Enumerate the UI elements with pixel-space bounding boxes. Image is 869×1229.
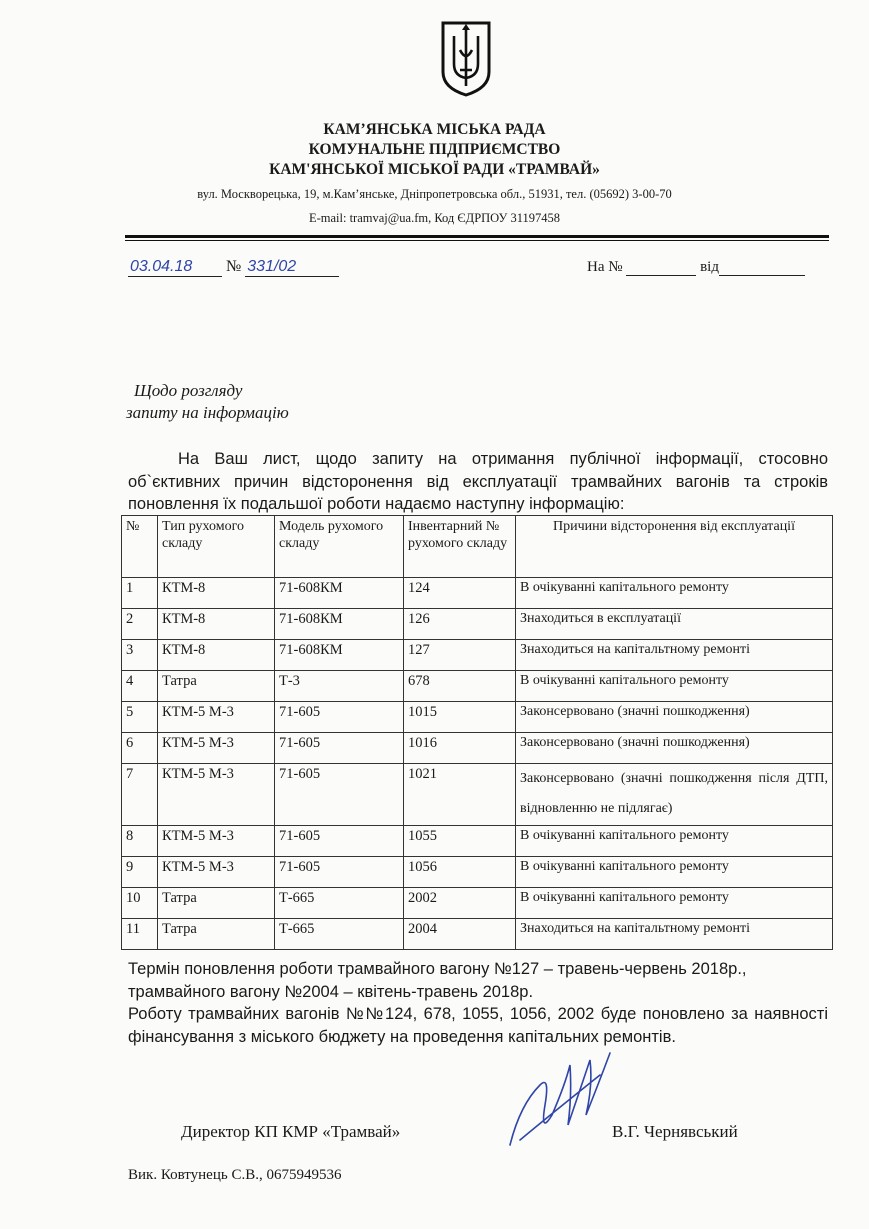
signatory-title: Директор КП КМР «Трамвай» — [181, 1122, 401, 1141]
cell-reason: В очікуванні капітального ремонту — [516, 826, 833, 857]
cell-inventory: 126 — [404, 609, 516, 640]
incoming-number-blank — [626, 261, 696, 276]
cell-model: Т-665 — [275, 919, 404, 950]
cell-inventory: 1056 — [404, 857, 516, 888]
table-row — [122, 640, 833, 671]
incoming-number-label: На № — [587, 259, 623, 275]
cell-reason: Законсервовано (значні пошкодження) — [516, 702, 833, 733]
table-row — [122, 826, 833, 857]
org-address: вул. Москворецька, 19, м.Кам’янське, Дніпропетровська обл., 51931, тел. (05692) 3-00-70 — [197, 187, 672, 201]
cell-type: КТМ-8 — [158, 609, 275, 640]
closing-line1: Термін поновлення роботи трамвайного вагону №127 – травень-червень 2018р., — [128, 960, 747, 978]
table-row — [122, 764, 833, 826]
cell-type: КТМ-5 М-3 — [158, 733, 275, 764]
table-header-row — [122, 516, 833, 578]
cell-number: 1 — [122, 578, 158, 609]
cell-number: 11 — [122, 919, 158, 950]
intro-paragraph: На Ваш лист, щодо запиту на отримання публічної інформації, стосовно об`єктивних причин відсторонення від експлуатації трамвайних вагонів та строків поновлення їх подальшої роботи надаємо наступну інформацію: — [128, 450, 828, 513]
outgoing-number: 331/02 — [245, 258, 339, 277]
cell-number: 4 — [122, 671, 158, 702]
closing-text — [128, 958, 828, 1048]
cell-type: КТМ-5 М-3 — [158, 826, 275, 857]
header-number: № — [122, 516, 158, 578]
cell-model: 71-608КМ — [275, 609, 404, 640]
letterhead-rule-thick — [125, 235, 829, 238]
cell-reason: Знаходиться на капітальтному ремонті — [516, 919, 833, 950]
cell-model: 71-605 — [275, 826, 404, 857]
header-type: Тип рухомого складу — [158, 516, 275, 578]
cell-model: 71-605 — [275, 857, 404, 888]
table-row — [122, 888, 833, 919]
cell-reason: Знаходиться в експлуатації — [516, 609, 833, 640]
cell-model: 71-605 — [275, 764, 404, 826]
cell-number: 3 — [122, 640, 158, 671]
org-name-line1: КАМ’ЯНСЬКА МІСЬКА РАДА — [323, 121, 546, 138]
cell-type: КТМ-8 — [158, 578, 275, 609]
cell-model: 71-608КМ — [275, 640, 404, 671]
table-row — [122, 578, 833, 609]
cell-model: 71-608КМ — [275, 578, 404, 609]
org-name-line3: КАМ'ЯНСЬКОЇ МІСЬКОЇ РАДИ «ТРАМВАЙ» — [269, 161, 600, 178]
header-model: Модель рухомого складу — [275, 516, 404, 578]
cell-model: Т-665 — [275, 888, 404, 919]
table-row — [122, 609, 833, 640]
cell-model: 71-605 — [275, 733, 404, 764]
cell-inventory: 124 — [404, 578, 516, 609]
subject-line2: запиту на інформацію — [126, 403, 289, 422]
table-row — [122, 857, 833, 888]
table-row — [122, 919, 833, 950]
cell-model: 71-605 — [275, 702, 404, 733]
cell-inventory: 1021 — [404, 764, 516, 826]
handwritten-signature — [490, 1045, 630, 1155]
org-name-line2: КОМУНАЛЬНЕ ПІДПРИЄМСТВО — [308, 141, 561, 158]
tram-status-table — [121, 515, 833, 950]
cell-number: 9 — [122, 857, 158, 888]
cell-inventory: 1055 — [404, 826, 516, 857]
cell-reason: Знаходиться на капітальтному ремонті — [516, 640, 833, 671]
cell-number: 8 — [122, 826, 158, 857]
cell-number: 2 — [122, 609, 158, 640]
cell-type: КТМ-8 — [158, 640, 275, 671]
cell-reason: В очікуванні капітального ремонту — [516, 888, 833, 919]
cell-reason: Законсервовано (значні пошкодження) — [516, 733, 833, 764]
incoming-reference — [587, 259, 805, 276]
incoming-from-label: від — [700, 259, 719, 275]
cell-reason: Законсервовано (значні пошкодження після ДТП, відновленню не підлягає) — [516, 764, 833, 826]
cell-reason: В очікуванні капітального ремонту — [516, 671, 833, 702]
cell-type: КТМ-5 М-3 — [158, 702, 275, 733]
subject-line1: Щодо розгляду — [134, 381, 243, 400]
cell-type: Татра — [158, 888, 275, 919]
cell-model: Т-3 — [275, 671, 404, 702]
outgoing-number-label: № — [226, 258, 242, 275]
coat-of-arms-icon — [440, 20, 492, 98]
cell-type: КТМ-5 М-3 — [158, 857, 275, 888]
org-email-code: E-mail: tramvaj@ua.fm, Код ЄДРПОУ 31197458 — [308, 211, 561, 225]
outgoing-date: 03.04.18 — [128, 258, 222, 277]
cell-reason: В очікуванні капітального ремонту — [516, 578, 833, 609]
table-row — [122, 702, 833, 733]
cell-reason: В очікуванні капітального ремонту — [516, 857, 833, 888]
cell-type: Татра — [158, 919, 275, 950]
cell-number: 6 — [122, 733, 158, 764]
table-row — [122, 733, 833, 764]
executor-contact: Вик. Ковтунець С.В., 0675949536 — [128, 1167, 342, 1183]
header-reason: Причини відсторонення від експлуатації — [516, 516, 833, 578]
closing-paragraph: Роботу трамвайних вагонів №№124, 678, 1055, 1056, 2002 буде поновлено за наявності фінансування з міського бюджету на проведення капітальних ремонтів. — [128, 1005, 828, 1046]
outgoing-reference — [128, 258, 339, 277]
cell-inventory: 678 — [404, 671, 516, 702]
header-inventory: Інвентарний № рухомого складу — [404, 516, 516, 578]
closing-line2: трамвайного вагону №2004 – квітень-травень 2018р. — [128, 982, 534, 1001]
signatory-name: В.Г. Чернявський — [612, 1122, 738, 1141]
cell-type: Татра — [158, 671, 275, 702]
cell-inventory: 2002 — [404, 888, 516, 919]
cell-inventory: 127 — [404, 640, 516, 671]
cell-number: 7 — [122, 764, 158, 826]
incoming-date-blank — [719, 261, 805, 276]
cell-type: КТМ-5 М-3 — [158, 764, 275, 826]
cell-number: 10 — [122, 888, 158, 919]
letterhead-rule-thin — [125, 240, 829, 241]
cell-inventory: 2004 — [404, 919, 516, 950]
cell-number: 5 — [122, 702, 158, 733]
table-row — [122, 671, 833, 702]
cell-inventory: 1016 — [404, 733, 516, 764]
cell-inventory: 1015 — [404, 702, 516, 733]
